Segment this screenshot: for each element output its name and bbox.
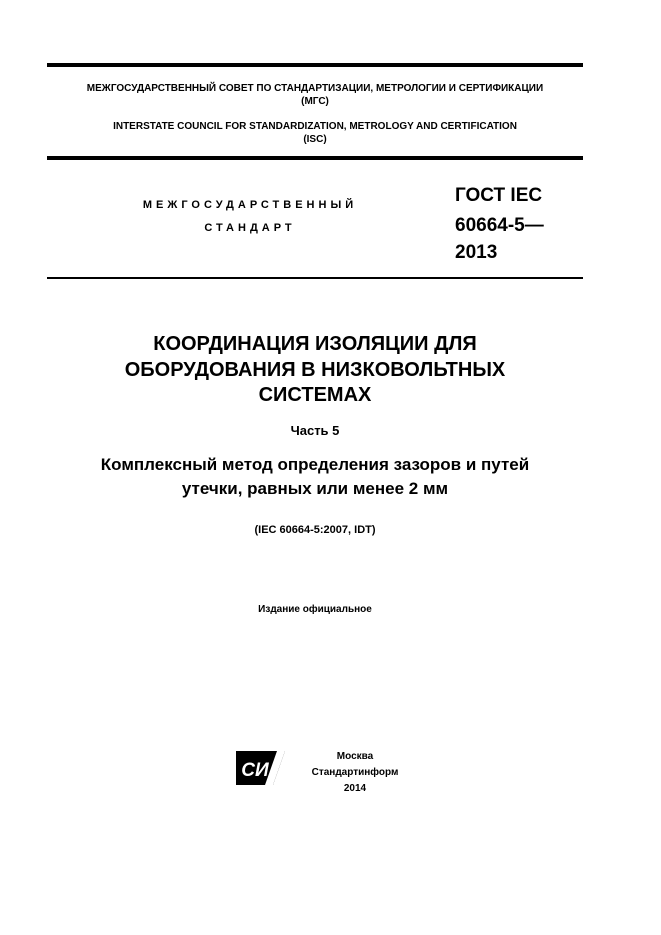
logo-text: СИ xyxy=(241,760,269,781)
iec-reference: (IEC 60664-5:2007, IDT) xyxy=(254,524,376,536)
header-rule xyxy=(47,156,583,160)
top-rule xyxy=(47,63,583,67)
standartinform-logo-icon xyxy=(233,747,288,789)
council-ru-line1: МЕЖГОСУДАРСТВЕННЫЙ СОВЕТ ПО СТАНДАРТИЗАЦИИ, МЕТРОЛОГИИ И СЕРТИФИКАЦИИ xyxy=(86,83,544,94)
publisher-name: Стандартинформ xyxy=(311,767,399,778)
document-title-line3: СИСТЕМАХ xyxy=(258,384,372,406)
part-label: Часть 5 xyxy=(290,423,340,438)
council-en-line1: INTERSTATE COUNCIL FOR STANDARDIZATION, METROLOGY AND CERTIFICATION xyxy=(113,121,517,132)
standard-type-line1: МЕЖГОСУДАРСТВЕННЫЙ xyxy=(142,199,358,211)
document-title-line1: КООРДИНАЦИЯ ИЗОЛЯЦИИ ДЛЯ xyxy=(153,333,477,355)
edition-label: Издание официальное xyxy=(258,604,372,615)
gost-designation-line2: 60664-5— xyxy=(455,215,544,236)
gost-designation-line3: 2013 xyxy=(455,242,498,263)
designation-rule xyxy=(47,277,583,279)
subtitle-line1: Комплексный метод определения зазоров и путей xyxy=(100,455,530,474)
standartinform-logo xyxy=(233,747,288,789)
subtitle-line2: утечки, равных или менее 2 мм xyxy=(181,479,449,498)
publisher-city: Москва xyxy=(336,751,374,762)
council-en-line2: (ISC) xyxy=(303,134,327,145)
document-title-line2: ОБОРУДОВАНИЯ В НИЗКОВОЛЬТНЫХ xyxy=(124,359,506,381)
standard-type-line2: СТАНДАРТ xyxy=(204,222,296,234)
council-ru-line2: (МГС) xyxy=(301,96,329,107)
publisher-year: 2014 xyxy=(343,783,367,794)
gost-designation-line1: ГОСТ IEC xyxy=(455,185,543,206)
